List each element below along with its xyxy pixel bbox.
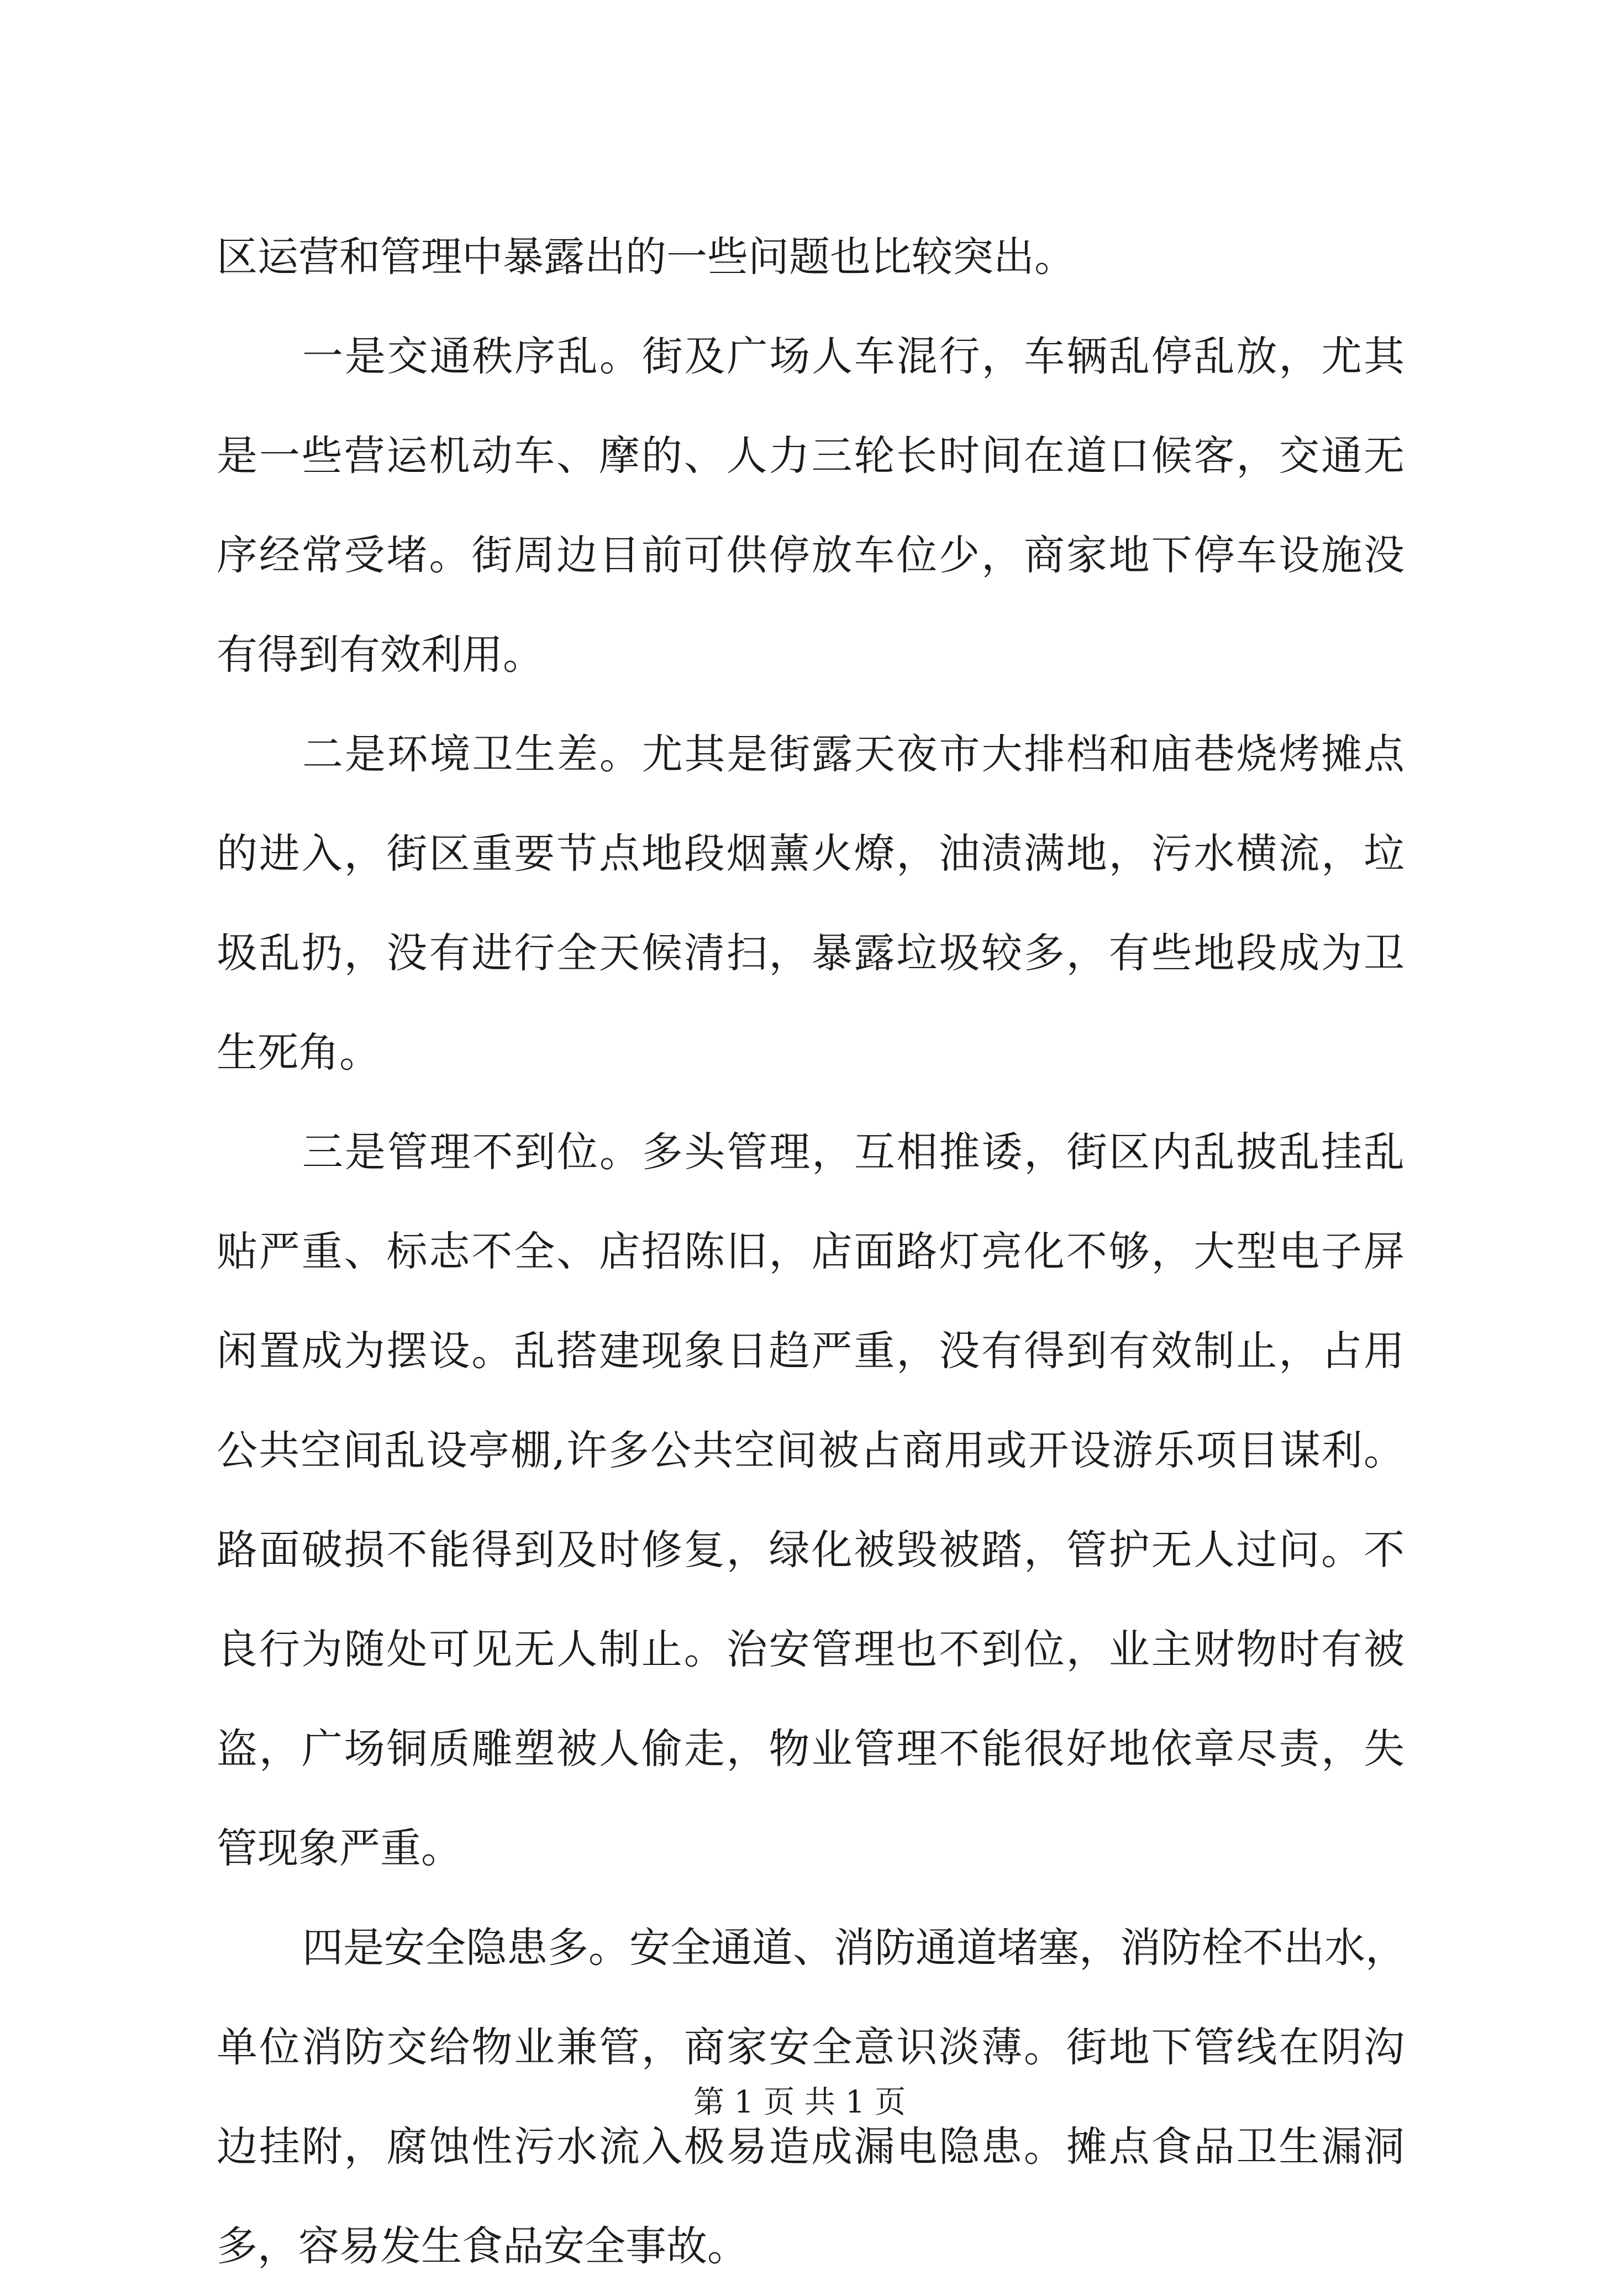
text-line: 贴严重、标志不全、店招陈旧，店面路灯亮化不够，大型电子屏 xyxy=(217,1228,1405,1275)
text-line: 的进入，街区重要节点地段烟薰火燎，油渍满地，污水横流，垃 xyxy=(217,830,1405,878)
text-line: 良行为随处可见无人制止。治安管理也不到位，业主财物时有被 xyxy=(217,1626,1405,1673)
body-text xyxy=(217,207,1405,2296)
text-line: 生死角。 xyxy=(217,1029,380,1076)
text-line: 三是管理不到位。多头管理，互相推诿，街区内乱披乱挂乱 xyxy=(302,1128,1405,1176)
text-line: 区运营和管理中暴露出的一些问题也比较突出。 xyxy=(217,233,1075,281)
text-line: 管现象严重。 xyxy=(217,1825,462,1872)
page-number-footer: 第 1 页 共 1 页 xyxy=(693,2084,906,2120)
text-line: 闲置成为摆设。乱搭建现象日趋严重，没有得到有效制止，占用 xyxy=(217,1327,1405,1375)
text-line: 单位消防交给物业兼管，商家安全意识淡薄。街地下管线在阴沟 xyxy=(217,2024,1405,2071)
text-line: 多，容易发生食品安全事故。 xyxy=(217,2223,748,2270)
text-line: 公共空间乱设亭棚,许多公共空间被占商用或开设游乐项目谋利。 xyxy=(217,1427,1405,1474)
text-line: 一是交通秩序乱。街及广场人车混行，车辆乱停乱放，尤其 xyxy=(302,333,1405,380)
text-line: 四是安全隐患多。安全通道、消防通道堵塞，消防栓不出水， xyxy=(302,1924,1406,1972)
text-line: 是一些营运机动车、摩的、人力三轮长时间在道口候客，交通无 xyxy=(217,432,1405,480)
text-line: 二是环境卫生差。尤其是街露天夜市大排档和庙巷烧烤摊点 xyxy=(302,731,1405,778)
text-line: 圾乱扔，没有进行全天候清扫，暴露垃圾较多，有些地段成为卫 xyxy=(217,929,1405,977)
text-line: 边挂附，腐蚀性污水流入极易造成漏电隐患。摊点食品卫生漏洞 xyxy=(217,2123,1405,2171)
text-line: 有得到有效利用。 xyxy=(217,631,544,679)
text-line: 盗，广场铜质雕塑被人偷走，物业管理不能很好地依章尽责，失 xyxy=(217,1725,1405,1773)
text-line: 路面破损不能得到及时修复，绿化被毁被踏，管护无人过问。不 xyxy=(217,1526,1405,1574)
text-line: 序经常受堵。街周边目前可供停放车位少，商家地下停车设施没 xyxy=(217,532,1405,579)
